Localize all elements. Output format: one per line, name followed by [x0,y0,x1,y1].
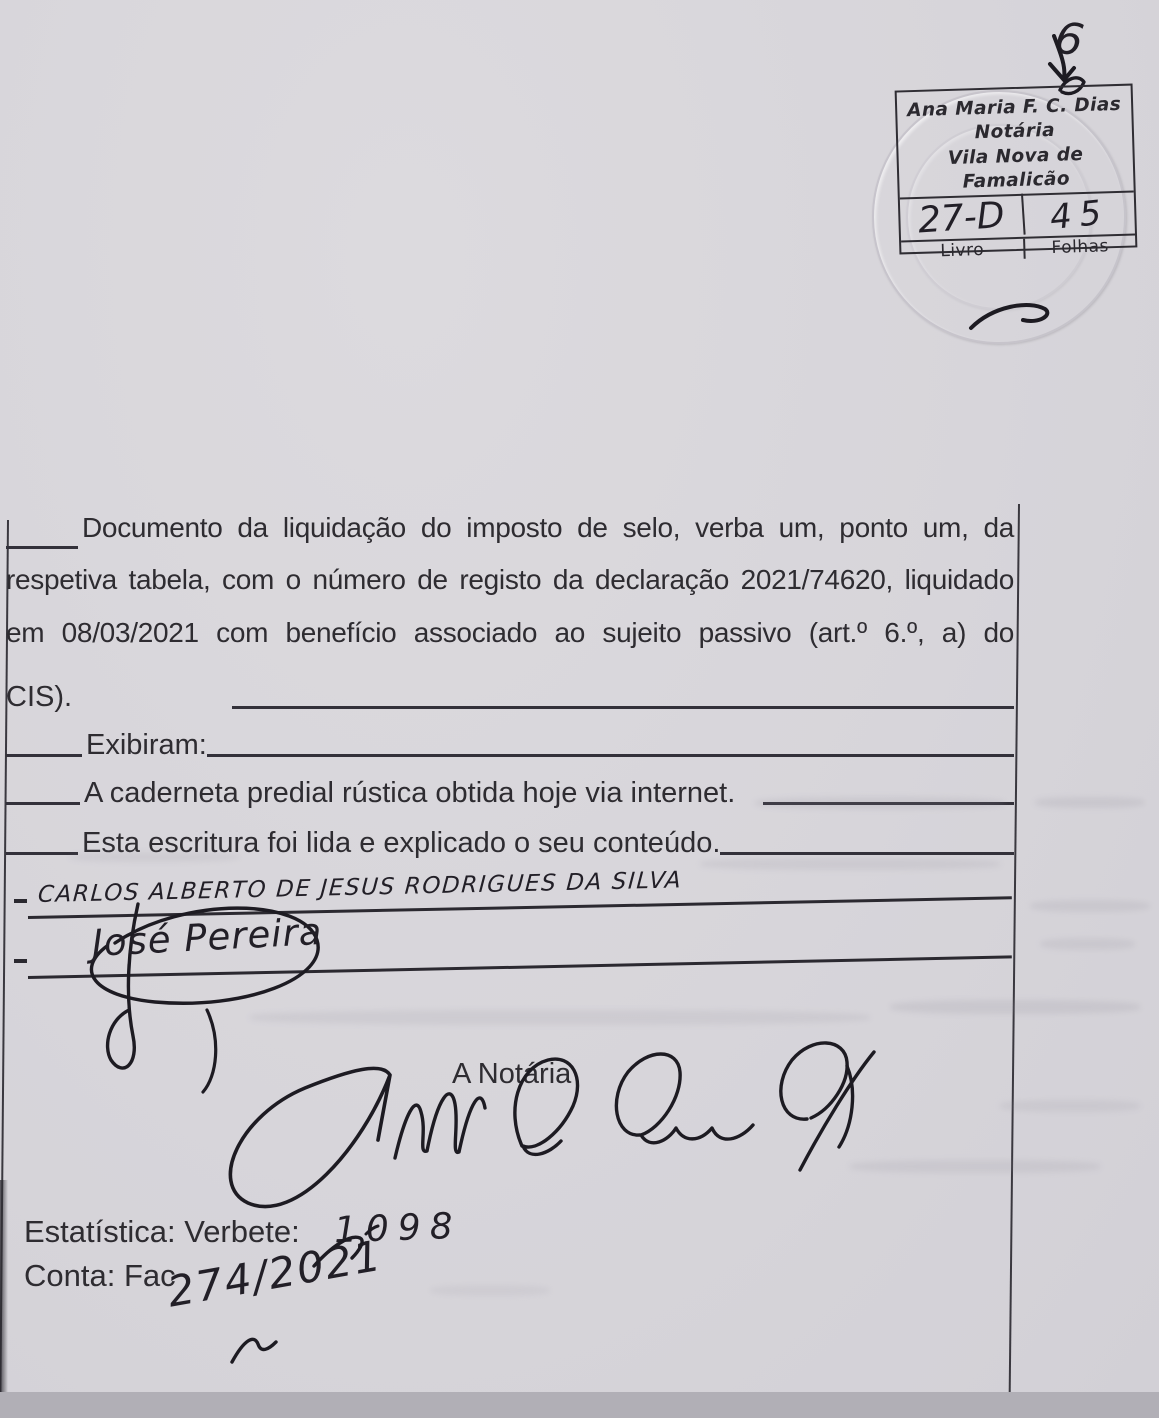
stamp-folhas-value: 45 [1047,191,1111,238]
lead-line [6,852,78,855]
lead-line [6,802,80,805]
party1-signature: CARLOS ALBERTO DE JESUS RODRIGUES DA SILVA [37,867,684,909]
exibiram-text: Exibiram: [86,729,207,761]
notary-stamp [895,84,1138,261]
stamp-livro-label: Livro [901,238,1025,262]
ghost-smudge [1030,900,1150,912]
escritura-text: Esta escritura foi lida e explicado o seu conteúdo. [82,827,721,859]
stamp-folhas-label: Folhas [1051,235,1110,258]
fill-line [720,852,1014,855]
estatistica-label: Estatística: Verbete: [24,1214,300,1249]
conta-label: Conta: Fac [24,1258,176,1293]
ghost-smudge [70,852,240,862]
notary-label: A Notária [452,1058,572,1090]
list-dash [14,899,27,903]
pen-flourish-upper [308,1222,388,1277]
lead-line [6,754,82,757]
row-exibiram [6,720,1014,760]
ghost-smudge [700,858,1000,870]
ghost-smudge [250,1010,870,1025]
ghost-smudge [890,1000,1140,1014]
notary-signature [200,1020,900,1235]
paragraph-line-4-text: CIS). [6,681,73,713]
stamp-livro-value: 27-D [899,193,1025,242]
fill-line [207,754,1014,757]
ghost-smudge [1040,938,1135,950]
ghost-smudge [850,1160,1100,1173]
paragraph-line-3: em 08/03/2021 com benefício associado ao sujeito passivo (art.º 6.º, a) do [6,617,1014,648]
page-number-handwritten: 6 [1050,11,1088,68]
paragraph-line-2: respetiva tabela, com o número de registo da declaração 2021/74620, liquidado [6,564,1014,595]
party2-signature: José Pereira [90,909,324,965]
scan-edge-shadow [0,1180,8,1418]
stamp-notary-title: Notária [974,120,1056,144]
verbete-value: 1098 [333,1205,463,1252]
bottom-scan-bar [0,1392,1159,1418]
ghost-smudge [755,797,1005,809]
list-dash [14,959,27,963]
ghost-smudge [1035,797,1145,808]
squiggle-icon [965,292,1060,342]
paragraph-line-1 [6,512,1014,552]
paragraph-line-1-text: Documento da liquidação do imposto de selo, verba um, ponto um, da [82,512,1014,543]
stamp-notary-city: Vila Nova de Famalicão [947,143,1084,193]
conta-value: 274/2021 [163,1230,387,1317]
fill-line [232,706,1014,709]
lead-line [6,546,78,549]
stamp-notary-name: Ana Maria F. C. Dias [906,93,1122,122]
caderneta-text: A caderneta predial rústica obtida hoje via internet. [84,777,736,809]
row-cis [6,672,1014,712]
ghost-smudge [430,1285,550,1296]
pen-flourish-lower [226,1328,286,1373]
ghost-smudge [1000,1100,1140,1112]
